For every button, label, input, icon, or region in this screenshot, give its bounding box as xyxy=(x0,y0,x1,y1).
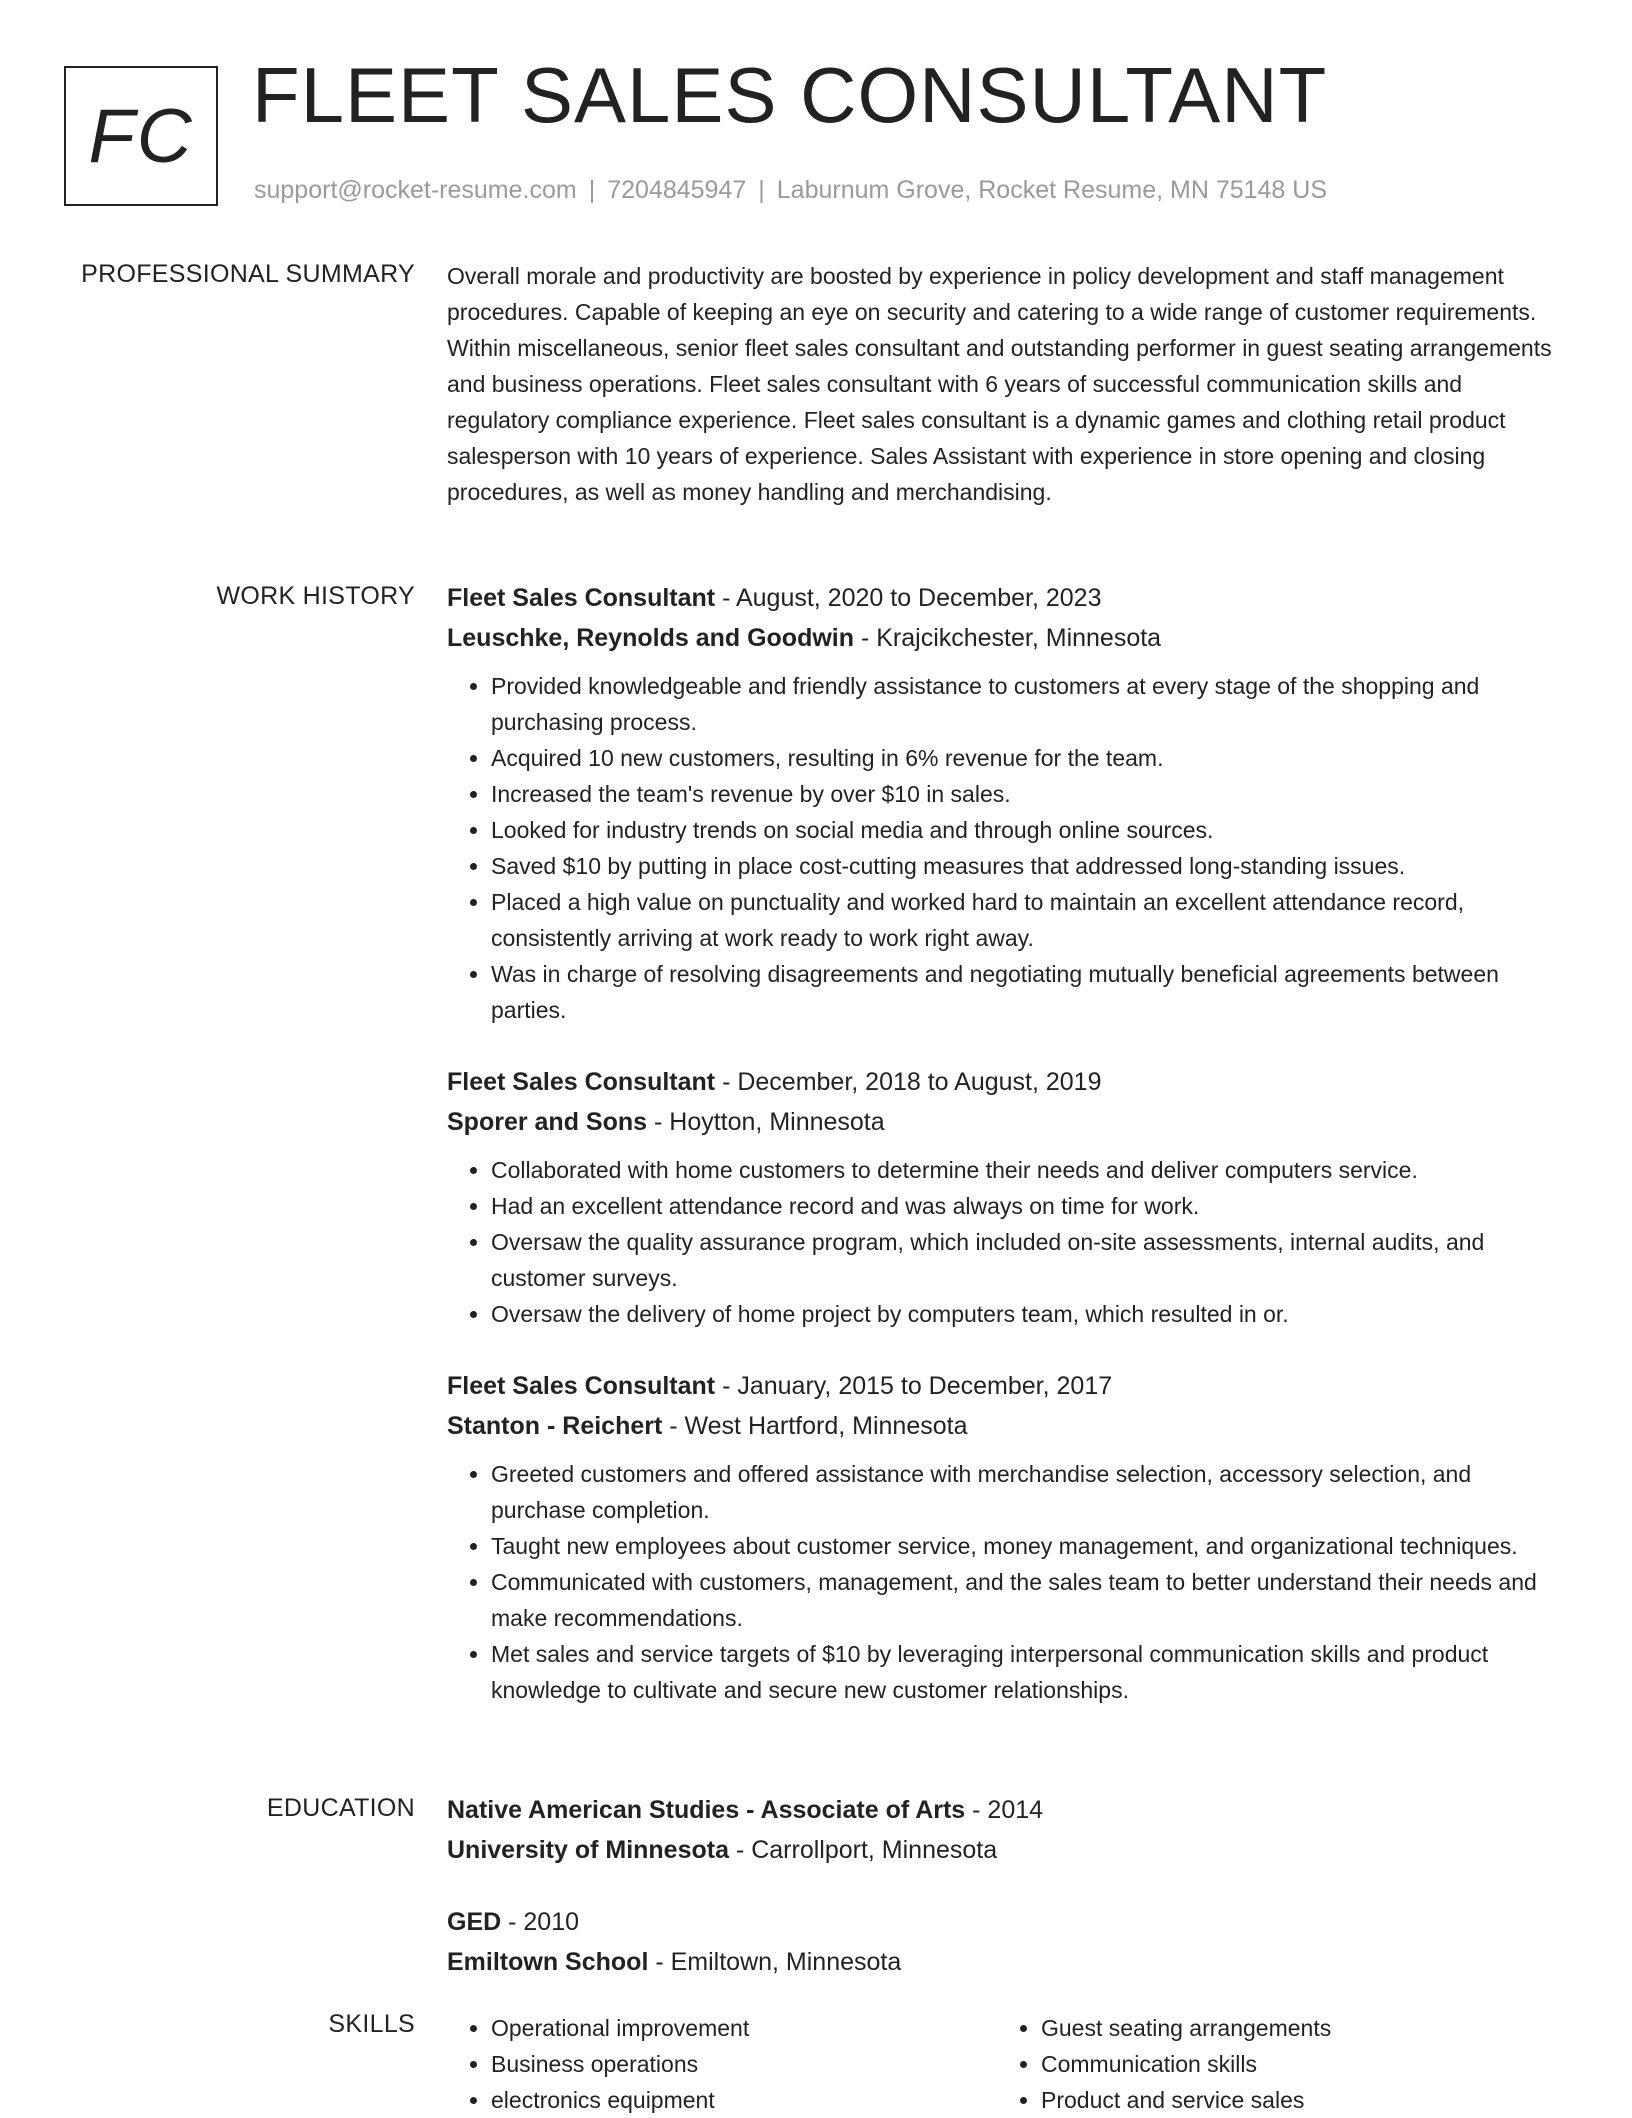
skills-grid xyxy=(447,2010,1562,2118)
skills-content xyxy=(447,2010,1562,2118)
job-company-line xyxy=(447,1102,1562,1142)
education-content xyxy=(447,1790,1562,2014)
job-entry xyxy=(447,1366,1562,1708)
job-dates: - January, 2015 to December, 2017 xyxy=(715,1372,1113,1400)
education-heading: EDUCATION xyxy=(266,1794,415,1822)
education-school: Emiltown School xyxy=(447,1948,649,1976)
job-bullet: • Increased the team's revenue by over $10 in sales. xyxy=(491,776,1562,812)
education-school-line xyxy=(447,1942,1562,1982)
job-entry xyxy=(447,578,1562,1028)
education-location: - Emiltown, Minnesota xyxy=(648,1948,902,1976)
job-company-line xyxy=(447,618,1562,658)
job-title-line xyxy=(447,578,1562,618)
work-history-content xyxy=(447,578,1562,1742)
skill-item: • Guest seating arrangements xyxy=(1041,2010,1547,2046)
contact-line xyxy=(254,176,1327,205)
education-degree-line xyxy=(447,1902,1562,1942)
education-location: - Carrollport, Minnesota xyxy=(729,1836,998,1864)
job-dates: - August, 2020 to December, 2023 xyxy=(715,584,1102,612)
job-bullets xyxy=(447,1152,1562,1332)
contact-phone[interactable]: 7204845947 xyxy=(607,176,747,204)
skill-item: • Business operations xyxy=(491,2046,997,2082)
job-entry xyxy=(447,1062,1562,1332)
job-bullet: • Provided knowledgeable and friendly assistance to customers at every stage of the shopping and purchasing process. xyxy=(491,668,1562,740)
job-bullet: • Looked for industry trends on social media and through online sources. xyxy=(491,812,1562,848)
job-bullet: • Had an excellent attendance record and was always on time for work. xyxy=(491,1188,1562,1224)
work-history-heading: WORK HISTORY xyxy=(216,582,415,610)
education-school: University of Minnesota xyxy=(447,1836,729,1864)
contact-email[interactable]: support@rocket-resume.com xyxy=(254,176,577,204)
job-bullet: • Was in charge of resolving disagreements and negotiating mutually beneficial agreements between parties. xyxy=(491,956,1562,1028)
job-bullet: • Greeted customers and offered assistance with merchandise selection, accessory selection, and purchase completion. xyxy=(491,1456,1562,1528)
job-bullet: • Oversaw the delivery of home project by computers team, which resulted in or. xyxy=(491,1296,1562,1332)
education-degree: GED xyxy=(447,1908,502,1936)
job-bullets xyxy=(447,1456,1562,1708)
job-title-line xyxy=(447,1366,1562,1406)
job-title: Fleet Sales Consultant xyxy=(447,584,716,612)
summary-text: Overall morale and productivity are boosted by experience in policy development and staff management procedures. Capable of keeping an eye on security and catering to a wide range of customer requirements. Within miscellaneous, senior fleet sales consultant and outstanding performer in guest seating arrangements and business operations. Fleet sales consultant with 6 years of successful communication skills and regulatory compliance experience. Fleet sales consultant is a dynamic games and clothing retail product salesperson with 10 years of experience. Sales Assistant with experience in store opening and closing procedures, as well as money handling and merchandising. xyxy=(447,263,1552,505)
education-degree: Native American Studies - Associate of Arts xyxy=(447,1796,966,1824)
contact-separator: | xyxy=(758,176,765,204)
contact-address: Laburnum Grove, Rocket Resume, MN 75148 US xyxy=(776,176,1328,204)
summary-heading: PROFESSIONAL SUMMARY xyxy=(81,260,415,288)
education-year: - 2014 xyxy=(965,1796,1044,1824)
job-title: Fleet Sales Consultant xyxy=(447,1372,716,1400)
job-company-line xyxy=(447,1406,1562,1446)
education-entry xyxy=(447,1790,1562,1870)
job-location: - Hoytton, Minnesota xyxy=(647,1108,885,1136)
skills-column-right xyxy=(997,2010,1547,2118)
job-bullet: • Collaborated with home customers to determine their needs and deliver computers service. xyxy=(491,1152,1562,1188)
education-school-line xyxy=(447,1830,1562,1870)
job-title-line xyxy=(447,1062,1562,1102)
job-bullet: • Taught new employees about customer service, money management, and organizational techniques. xyxy=(491,1528,1562,1564)
resume-name-title: FLEET SALES CONSULTANT xyxy=(252,51,1328,139)
job-company: Stanton - Reichert xyxy=(447,1412,663,1440)
job-title: Fleet Sales Consultant xyxy=(447,1068,716,1096)
job-dates: - December, 2018 to August, 2019 xyxy=(715,1068,1102,1096)
job-bullet: • Saved $10 by putting in place cost-cutting measures that addressed long-standing issues. xyxy=(491,848,1562,884)
education-entry xyxy=(447,1902,1562,1982)
skills-heading: SKILLS xyxy=(328,2010,415,2038)
job-bullets xyxy=(447,668,1562,1028)
job-company: Sporer and Sons xyxy=(447,1108,648,1136)
job-bullet: • Communicated with customers, management, and the sales team to better understand their needs and make recommendations. xyxy=(491,1564,1562,1636)
skill-item: • electronics equipment xyxy=(491,2082,997,2118)
job-bullet: • Placed a high value on punctuality and worked hard to maintain an excellent attendance record, consistently arriving at work ready to work right away. xyxy=(491,884,1562,956)
job-bullet: • Acquired 10 new customers, resulting in 6% revenue for the team. xyxy=(491,740,1562,776)
job-company: Leuschke, Reynolds and Goodwin xyxy=(447,624,855,652)
skill-item: • Communication skills xyxy=(1041,2046,1547,2082)
skill-item: • Operational improvement xyxy=(491,2010,997,2046)
job-bullet: • Oversaw the quality assurance program, which included on-site assessments, internal audits, and customer surveys. xyxy=(491,1224,1562,1296)
education-degree-line xyxy=(447,1790,1562,1830)
initials-monogram: FC xyxy=(64,66,218,206)
job-location: - West Hartford, Minnesota xyxy=(662,1412,968,1440)
job-bullet: • Met sales and service targets of $10 by leveraging interpersonal communication skills and product knowledge to cultivate and secure new customer relationships. xyxy=(491,1636,1562,1708)
skill-item: • Product and service sales xyxy=(1041,2082,1547,2118)
job-location: - Krajcikchester, Minnesota xyxy=(854,624,1162,652)
education-year: - 2010 xyxy=(501,1908,580,1936)
contact-separator: | xyxy=(588,176,596,204)
skills-column-left xyxy=(447,2010,997,2118)
